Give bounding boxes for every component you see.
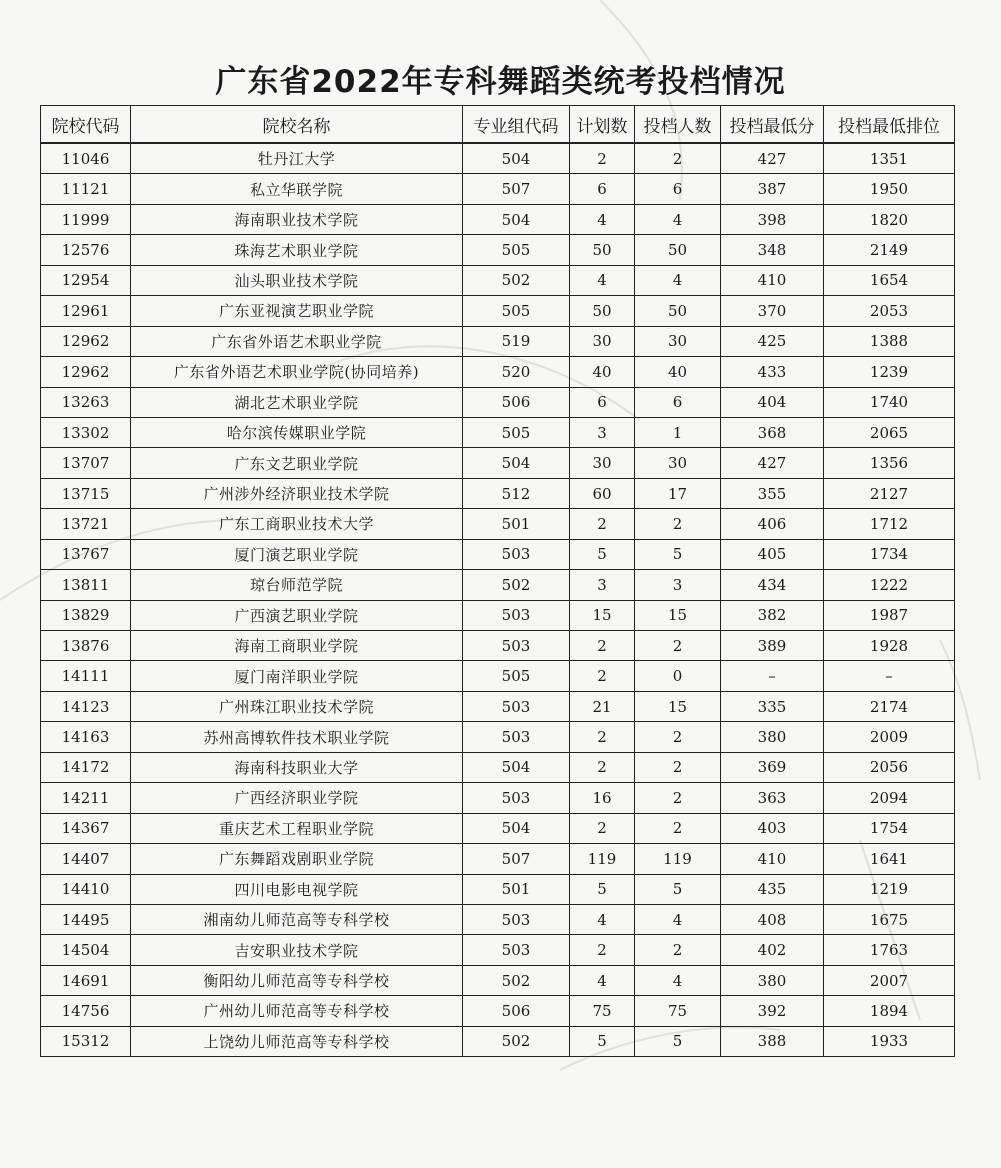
page-title: 广东省2022年专科舞蹈类统考投档情况 xyxy=(215,64,786,100)
cell-plan-count: 119 xyxy=(570,844,635,874)
table-row xyxy=(41,844,955,874)
cell-school-code: 12962 xyxy=(41,357,131,387)
cell-school-name: 广东舞蹈戏剧职业学院 xyxy=(131,844,463,874)
table-row xyxy=(41,417,955,447)
table-row xyxy=(41,570,955,600)
cell-school-name: 湘南幼儿师范高等专科学校 xyxy=(131,904,463,934)
cell-group-code: 504 xyxy=(463,752,570,782)
cell-min-score: 368 xyxy=(721,417,824,447)
cell-plan-count: 6 xyxy=(570,387,635,417)
table-row xyxy=(41,874,955,904)
cell-group-code: 505 xyxy=(463,296,570,326)
cell-min-rank: 1950 xyxy=(824,174,955,204)
cell-school-code: 14691 xyxy=(41,965,131,995)
cell-admitted-count: 50 xyxy=(635,235,721,265)
cell-min-rank: 1820 xyxy=(824,204,955,234)
cell-plan-count: 4 xyxy=(570,904,635,934)
cell-min-rank: 2056 xyxy=(824,752,955,782)
table-row xyxy=(41,661,955,691)
cell-admitted-count: 15 xyxy=(635,600,721,630)
table-row xyxy=(41,357,955,387)
cell-min-score: 388 xyxy=(721,1026,824,1056)
cell-admitted-count: 1 xyxy=(635,417,721,447)
cell-plan-count: 40 xyxy=(570,357,635,387)
cell-school-name: 海南工商职业学院 xyxy=(131,631,463,661)
cell-admitted-count: 4 xyxy=(635,904,721,934)
cell-group-code: 504 xyxy=(463,143,570,174)
cell-group-code: 503 xyxy=(463,935,570,965)
cell-group-code: 501 xyxy=(463,509,570,539)
cell-admitted-count: 2 xyxy=(635,631,721,661)
cell-min-score: 427 xyxy=(721,448,824,478)
cell-plan-count: 2 xyxy=(570,813,635,843)
cell-school-code: 11046 xyxy=(41,143,131,174)
cell-group-code: 519 xyxy=(463,326,570,356)
cell-school-code: 12962 xyxy=(41,326,131,356)
cell-min-score: – xyxy=(721,661,824,691)
cell-school-code: 13876 xyxy=(41,631,131,661)
cell-school-code: 14367 xyxy=(41,813,131,843)
cell-admitted-count: 3 xyxy=(635,570,721,600)
cell-school-name: 牡丹江大学 xyxy=(131,143,463,174)
cell-plan-count: 2 xyxy=(570,935,635,965)
cell-group-code: 502 xyxy=(463,570,570,600)
cell-school-code: 14211 xyxy=(41,783,131,813)
cell-min-score: 433 xyxy=(721,357,824,387)
cell-group-code: 507 xyxy=(463,844,570,874)
cell-min-score: 380 xyxy=(721,965,824,995)
cell-school-code: 13829 xyxy=(41,600,131,630)
cell-group-code: 503 xyxy=(463,783,570,813)
cell-school-code: 14163 xyxy=(41,722,131,752)
cell-group-code: 506 xyxy=(463,387,570,417)
cell-min-score: 363 xyxy=(721,783,824,813)
cell-min-rank: 1754 xyxy=(824,813,955,843)
cell-plan-count: 2 xyxy=(570,661,635,691)
cell-min-score: 410 xyxy=(721,265,824,295)
cell-min-rank: 1712 xyxy=(824,509,955,539)
cell-school-name: 广东省外语艺术职业学院 xyxy=(131,326,463,356)
cell-school-name: 吉安职业技术学院 xyxy=(131,935,463,965)
cell-group-code: 503 xyxy=(463,691,570,721)
cell-admitted-count: 5 xyxy=(635,1026,721,1056)
cell-min-score: 406 xyxy=(721,509,824,539)
cell-plan-count: 5 xyxy=(570,539,635,569)
cell-min-rank: 1675 xyxy=(824,904,955,934)
header-min-score: 投档最低分 xyxy=(721,106,824,144)
cell-plan-count: 15 xyxy=(570,600,635,630)
cell-admitted-count: 2 xyxy=(635,143,721,174)
cell-min-rank: 2053 xyxy=(824,296,955,326)
cell-school-code: 14123 xyxy=(41,691,131,721)
table-body xyxy=(41,143,955,1057)
cell-min-rank: 2127 xyxy=(824,478,955,508)
table-row xyxy=(41,1026,955,1056)
cell-school-name: 海南科技职业大学 xyxy=(131,752,463,782)
cell-school-code: 13811 xyxy=(41,570,131,600)
cell-group-code: 505 xyxy=(463,661,570,691)
table-row xyxy=(41,539,955,569)
cell-school-code: 13263 xyxy=(41,387,131,417)
cell-group-code: 505 xyxy=(463,235,570,265)
cell-plan-count: 50 xyxy=(570,296,635,326)
cell-group-code: 503 xyxy=(463,904,570,934)
cell-plan-count: 2 xyxy=(570,631,635,661)
cell-school-code: 14111 xyxy=(41,661,131,691)
cell-group-code: 506 xyxy=(463,996,570,1026)
cell-min-score: 335 xyxy=(721,691,824,721)
cell-school-name: 四川电影电视学院 xyxy=(131,874,463,904)
cell-min-score: 427 xyxy=(721,143,824,174)
cell-school-name: 广西经济职业学院 xyxy=(131,783,463,813)
cell-school-name: 哈尔滨传媒职业学院 xyxy=(131,417,463,447)
table-row xyxy=(41,904,955,934)
cell-admitted-count: 6 xyxy=(635,387,721,417)
cell-group-code: 502 xyxy=(463,965,570,995)
cell-school-code: 13715 xyxy=(41,478,131,508)
cell-school-name: 苏州高博软件技术职业学院 xyxy=(131,722,463,752)
cell-school-name: 湖北艺术职业学院 xyxy=(131,387,463,417)
cell-min-score: 398 xyxy=(721,204,824,234)
cell-min-score: 402 xyxy=(721,935,824,965)
cell-admitted-count: 2 xyxy=(635,813,721,843)
cell-admitted-count: 2 xyxy=(635,935,721,965)
cell-min-rank: 2174 xyxy=(824,691,955,721)
cell-school-code: 14172 xyxy=(41,752,131,782)
cell-min-score: 435 xyxy=(721,874,824,904)
table-row xyxy=(41,996,955,1026)
cell-school-name: 广东亚视演艺职业学院 xyxy=(131,296,463,326)
cell-min-score: 370 xyxy=(721,296,824,326)
cell-school-name: 广西演艺职业学院 xyxy=(131,600,463,630)
cell-plan-count: 4 xyxy=(570,265,635,295)
cell-school-name: 广州幼儿师范高等专科学校 xyxy=(131,996,463,1026)
table-row xyxy=(41,509,955,539)
cell-admitted-count: 2 xyxy=(635,752,721,782)
cell-school-code: 14504 xyxy=(41,935,131,965)
cell-plan-count: 2 xyxy=(570,722,635,752)
cell-school-code: 14410 xyxy=(41,874,131,904)
cell-plan-count: 16 xyxy=(570,783,635,813)
cell-group-code: 503 xyxy=(463,539,570,569)
cell-min-score: 380 xyxy=(721,722,824,752)
cell-group-code: 507 xyxy=(463,174,570,204)
admissions-table xyxy=(40,105,955,1057)
cell-min-rank: 2009 xyxy=(824,722,955,752)
cell-min-rank: 1763 xyxy=(824,935,955,965)
cell-plan-count: 6 xyxy=(570,174,635,204)
table-row xyxy=(41,296,955,326)
cell-group-code: 520 xyxy=(463,357,570,387)
cell-group-code: 504 xyxy=(463,204,570,234)
table-row xyxy=(41,783,955,813)
header-row xyxy=(41,106,955,144)
cell-min-rank: 1388 xyxy=(824,326,955,356)
cell-school-code: 13721 xyxy=(41,509,131,539)
cell-school-name: 广东省外语艺术职业学院(协同培养) xyxy=(131,357,463,387)
cell-min-rank: 1933 xyxy=(824,1026,955,1056)
cell-plan-count: 4 xyxy=(570,965,635,995)
cell-admitted-count: 15 xyxy=(635,691,721,721)
cell-min-score: 382 xyxy=(721,600,824,630)
cell-school-code: 13707 xyxy=(41,448,131,478)
cell-plan-count: 30 xyxy=(570,326,635,356)
cell-min-rank: 1222 xyxy=(824,570,955,600)
cell-plan-count: 21 xyxy=(570,691,635,721)
cell-plan-count: 60 xyxy=(570,478,635,508)
cell-plan-count: 5 xyxy=(570,874,635,904)
cell-school-name: 上饶幼儿师范高等专科学校 xyxy=(131,1026,463,1056)
cell-min-rank: 2065 xyxy=(824,417,955,447)
cell-school-code: 14756 xyxy=(41,996,131,1026)
cell-school-name: 广东文艺职业学院 xyxy=(131,448,463,478)
table-row xyxy=(41,600,955,630)
cell-min-rank: 2007 xyxy=(824,965,955,995)
cell-min-score: 434 xyxy=(721,570,824,600)
cell-min-score: 348 xyxy=(721,235,824,265)
cell-group-code: 504 xyxy=(463,448,570,478)
cell-admitted-count: 2 xyxy=(635,509,721,539)
table-row xyxy=(41,204,955,234)
header-admitted-count: 投档人数 xyxy=(635,106,721,144)
table-row xyxy=(41,813,955,843)
cell-school-name: 重庆艺术工程职业学院 xyxy=(131,813,463,843)
cell-min-score: 387 xyxy=(721,174,824,204)
table-row xyxy=(41,752,955,782)
cell-min-score: 405 xyxy=(721,539,824,569)
cell-school-code: 14407 xyxy=(41,844,131,874)
cell-min-score: 392 xyxy=(721,996,824,1026)
cell-school-name: 广东工商职业技术大学 xyxy=(131,509,463,539)
cell-min-rank: 1928 xyxy=(824,631,955,661)
header-group-code: 专业组代码 xyxy=(463,106,570,144)
cell-plan-count: 50 xyxy=(570,235,635,265)
cell-school-code: 11999 xyxy=(41,204,131,234)
header-school-name: 院校名称 xyxy=(131,106,463,144)
cell-group-code: 504 xyxy=(463,813,570,843)
cell-school-name: 琼台师范学院 xyxy=(131,570,463,600)
cell-plan-count: 3 xyxy=(570,417,635,447)
cell-group-code: 502 xyxy=(463,265,570,295)
cell-admitted-count: 4 xyxy=(635,204,721,234)
cell-admitted-count: 5 xyxy=(635,874,721,904)
cell-admitted-count: 119 xyxy=(635,844,721,874)
cell-group-code: 512 xyxy=(463,478,570,508)
cell-admitted-count: 17 xyxy=(635,478,721,508)
cell-min-rank: 2149 xyxy=(824,235,955,265)
cell-min-score: 403 xyxy=(721,813,824,843)
cell-group-code: 503 xyxy=(463,631,570,661)
cell-min-rank: – xyxy=(824,661,955,691)
cell-school-code: 12576 xyxy=(41,235,131,265)
cell-plan-count: 3 xyxy=(570,570,635,600)
cell-min-rank: 1351 xyxy=(824,143,955,174)
cell-school-name: 广州珠江职业技术学院 xyxy=(131,691,463,721)
cell-school-code: 13302 xyxy=(41,417,131,447)
cell-school-name: 厦门南洋职业学院 xyxy=(131,661,463,691)
cell-group-code: 501 xyxy=(463,874,570,904)
table-row xyxy=(41,965,955,995)
cell-school-code: 12954 xyxy=(41,265,131,295)
cell-min-rank: 1987 xyxy=(824,600,955,630)
table-row xyxy=(41,448,955,478)
table-row xyxy=(41,935,955,965)
table-row xyxy=(41,235,955,265)
cell-min-rank: 1654 xyxy=(824,265,955,295)
header-min-rank: 投档最低排位 xyxy=(824,106,955,144)
cell-school-code: 11121 xyxy=(41,174,131,204)
table-row xyxy=(41,631,955,661)
table-row xyxy=(41,387,955,417)
cell-group-code: 503 xyxy=(463,600,570,630)
header-plan-count: 计划数 xyxy=(570,106,635,144)
cell-admitted-count: 2 xyxy=(635,783,721,813)
cell-plan-count: 2 xyxy=(570,509,635,539)
cell-school-name: 私立华联学院 xyxy=(131,174,463,204)
cell-min-score: 410 xyxy=(721,844,824,874)
cell-school-code: 14495 xyxy=(41,904,131,934)
cell-min-rank: 1239 xyxy=(824,357,955,387)
cell-min-rank: 1734 xyxy=(824,539,955,569)
cell-min-score: 404 xyxy=(721,387,824,417)
cell-group-code: 503 xyxy=(463,722,570,752)
cell-min-score: 369 xyxy=(721,752,824,782)
cell-group-code: 505 xyxy=(463,417,570,447)
cell-admitted-count: 2 xyxy=(635,722,721,752)
cell-admitted-count: 4 xyxy=(635,965,721,995)
cell-admitted-count: 30 xyxy=(635,448,721,478)
cell-plan-count: 75 xyxy=(570,996,635,1026)
table-row xyxy=(41,326,955,356)
cell-min-rank: 2094 xyxy=(824,783,955,813)
table-row xyxy=(41,478,955,508)
cell-school-code: 15312 xyxy=(41,1026,131,1056)
cell-admitted-count: 40 xyxy=(635,357,721,387)
table-row xyxy=(41,174,955,204)
cell-min-score: 355 xyxy=(721,478,824,508)
cell-min-rank: 1740 xyxy=(824,387,955,417)
cell-plan-count: 2 xyxy=(570,143,635,174)
cell-admitted-count: 30 xyxy=(635,326,721,356)
cell-admitted-count: 75 xyxy=(635,996,721,1026)
cell-plan-count: 5 xyxy=(570,1026,635,1056)
cell-min-score: 408 xyxy=(721,904,824,934)
cell-min-rank: 1356 xyxy=(824,448,955,478)
table-row xyxy=(41,691,955,721)
cell-admitted-count: 0 xyxy=(635,661,721,691)
cell-plan-count: 4 xyxy=(570,204,635,234)
cell-plan-count: 2 xyxy=(570,752,635,782)
cell-school-name: 广州涉外经济职业技术学院 xyxy=(131,478,463,508)
cell-min-score: 389 xyxy=(721,631,824,661)
cell-plan-count: 30 xyxy=(570,448,635,478)
cell-admitted-count: 4 xyxy=(635,265,721,295)
cell-min-rank: 1219 xyxy=(824,874,955,904)
cell-school-name: 珠海艺术职业学院 xyxy=(131,235,463,265)
header-school-code: 院校代码 xyxy=(41,106,131,144)
table-row xyxy=(41,265,955,295)
cell-school-name: 汕头职业技术学院 xyxy=(131,265,463,295)
cell-school-name: 衡阳幼儿师范高等专科学校 xyxy=(131,965,463,995)
cell-admitted-count: 5 xyxy=(635,539,721,569)
cell-school-code: 13767 xyxy=(41,539,131,569)
table-row xyxy=(41,722,955,752)
cell-admitted-count: 50 xyxy=(635,296,721,326)
cell-school-code: 12961 xyxy=(41,296,131,326)
cell-admitted-count: 6 xyxy=(635,174,721,204)
cell-group-code: 502 xyxy=(463,1026,570,1056)
table-row xyxy=(41,143,955,174)
cell-min-rank: 1641 xyxy=(824,844,955,874)
cell-school-name: 海南职业技术学院 xyxy=(131,204,463,234)
cell-school-name: 厦门演艺职业学院 xyxy=(131,539,463,569)
cell-min-score: 425 xyxy=(721,326,824,356)
cell-min-rank: 1894 xyxy=(824,996,955,1026)
